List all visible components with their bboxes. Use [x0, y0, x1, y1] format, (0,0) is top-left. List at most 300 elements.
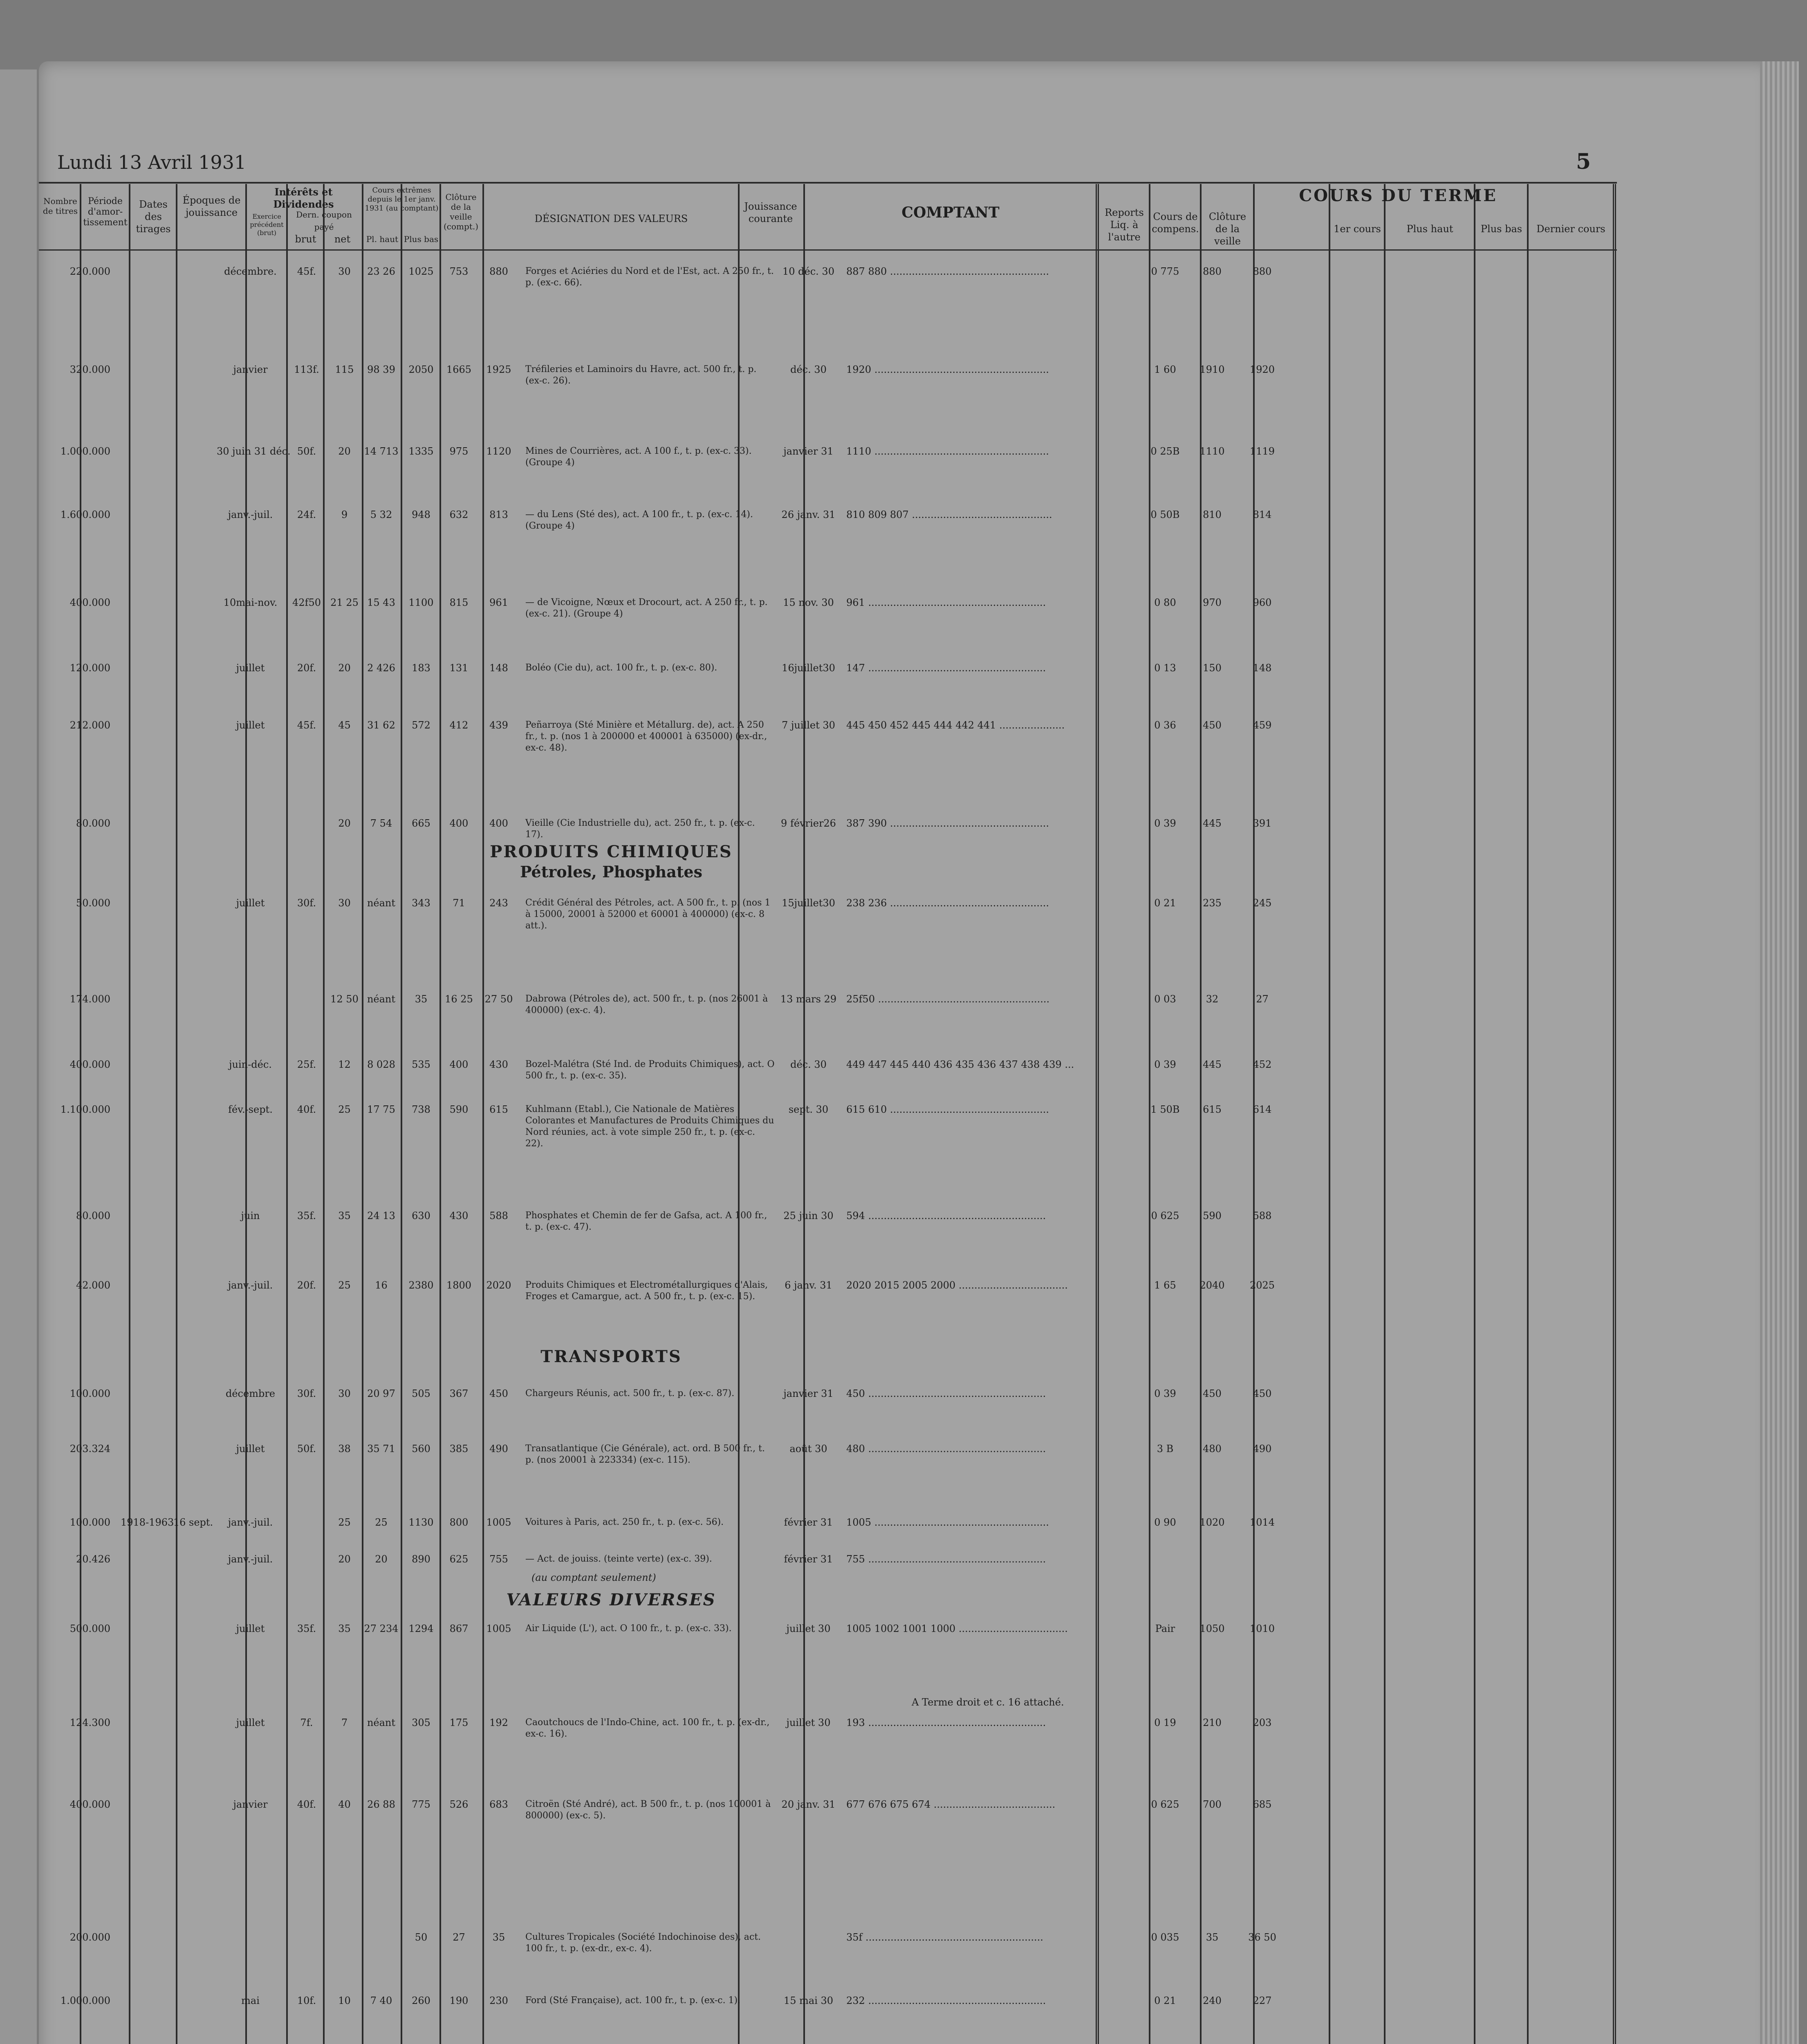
- row-cloture-veille: 203: [1253, 1717, 1272, 1728]
- row-cloture-veille: 459: [1253, 719, 1272, 731]
- col-head-dernier: Dernier cours: [1536, 223, 1605, 235]
- row-reports: 0 21: [1154, 897, 1176, 909]
- table-row: [39, 1799, 1772, 1821]
- row-brut-exercice: 7f.: [300, 1717, 313, 1728]
- table-row: [39, 1932, 1772, 1954]
- row-nombre: 400.000: [70, 597, 110, 608]
- row-cours-compens: 32: [1206, 993, 1219, 1005]
- row-coupon-brut: 12 50: [330, 993, 359, 1005]
- newspaper-page: [39, 61, 1772, 2044]
- row-nombre: 400.000: [70, 1799, 110, 1810]
- row-coupon-brut: 12: [338, 1059, 351, 1070]
- row-cours-compens: 445: [1203, 1059, 1222, 1070]
- row-designation: Dabrowa (Pétroles de), act. 500 fr., t. p. (nos 26001 à 400000) (ex-c. 4).: [525, 994, 768, 1015]
- row-cloture: 243: [489, 897, 508, 909]
- row-jouissance: juillet: [236, 1623, 265, 1634]
- row-reports: 1 65: [1154, 1280, 1176, 1291]
- row-cours-compens: 240: [1203, 1995, 1222, 2006]
- row-plus-haut: 183: [412, 662, 430, 674]
- row-reports: 0 625: [1151, 1210, 1179, 1221]
- note-terme-droit: A Terme droit et c. 16 attaché.: [912, 1697, 1064, 1708]
- row-brut-exercice: 30f.: [297, 897, 316, 909]
- row-comptant: 887 880 ...................................................: [846, 266, 1049, 277]
- row-comptant: 961 .........................................................: [846, 597, 1046, 608]
- row-coupon-net: 15 43: [367, 597, 395, 608]
- row-comptant: 1920 ........................................................: [846, 364, 1049, 375]
- row-comptant: 677 676 675 674 .......................................: [846, 1799, 1056, 1810]
- row-designation: Phosphates et Chemin de fer de Gafsa, act. A 100 fr., t. p. (ex-c. 47).: [525, 1210, 767, 1232]
- header-rule: [39, 249, 1617, 251]
- row-nombre: 1.600.000: [60, 509, 110, 520]
- row-cours-compens: 450: [1203, 1388, 1222, 1399]
- row-cours-compens: 150: [1203, 662, 1222, 674]
- row-cours-compens: 1910: [1199, 364, 1225, 375]
- row-coupon-net: 20: [375, 1553, 388, 1565]
- row-brut-exercice: 35f.: [297, 1210, 316, 1221]
- row-jouissance: janv.-juil.: [228, 1553, 273, 1565]
- row-jouissance: janv.-juil.: [228, 1517, 273, 1528]
- table-row: [39, 1280, 1772, 1302]
- row-coupon-net: 16: [375, 1280, 388, 1291]
- row-coupon-net: 24 13: [367, 1210, 395, 1221]
- col-head-pl-haut: Pl. haut: [366, 234, 399, 244]
- row-designation: — du Lens (Sté des), act. A 100 fr., t. p. (ex-c. 14). (Groupe 4): [525, 509, 753, 531]
- col-head-epoques: Époques de jouissance: [182, 195, 241, 218]
- row-jouissance-courante: 10 déc. 30: [782, 266, 834, 277]
- row-coupon-net: 7 40: [370, 1995, 392, 2006]
- row-plus-bas: 131: [449, 662, 469, 674]
- row-comptant: 450 .........................................................: [846, 1388, 1046, 1399]
- row-reports: 0 39: [1154, 1388, 1176, 1399]
- row-coupon-brut: 115: [335, 364, 354, 375]
- row-jouissance: juillet: [236, 662, 265, 674]
- row-coupon-net: 8 028: [367, 1059, 395, 1070]
- row-plus-bas: 430: [449, 1210, 469, 1221]
- row-nombre: 1.000.000: [60, 446, 110, 457]
- row-cloture: 400: [489, 818, 508, 829]
- row-cours-compens: 590: [1203, 1210, 1222, 1221]
- row-cloture-veille: 490: [1253, 1443, 1272, 1455]
- note-joules: (au comptant seulement): [531, 1572, 656, 1583]
- row-jouissance-courante: 20 janv. 31: [781, 1799, 836, 1810]
- row-comptant: 232 .........................................................: [846, 1995, 1046, 2006]
- table-row: [39, 1388, 1772, 1404]
- row-jouissance: mai: [241, 1995, 260, 2006]
- row-nombre: 42.000: [76, 1280, 110, 1291]
- table-row: [39, 364, 1772, 386]
- row-plus-haut: 948: [412, 509, 430, 520]
- row-jouissance: décembre.: [224, 266, 277, 277]
- row-plus-bas: 625: [449, 1553, 469, 1565]
- row-reports: 0 39: [1154, 1059, 1176, 1070]
- row-cloture: 880: [489, 266, 508, 277]
- section-produits: PRODUITS CHIMIQUES: [490, 842, 733, 861]
- row-cloture: 192: [489, 1717, 508, 1728]
- row-cloture-veille: 27: [1256, 993, 1269, 1005]
- row-cloture: 1120: [486, 446, 511, 457]
- row-nombre: 1.000.000: [60, 1995, 110, 2006]
- row-designation: Mines de Courrières, act. A 100 f., t. p. (ex-c. 33). (Groupe 4): [525, 446, 752, 468]
- row-designation: — Act. de jouiss. (teinte verte) (ex-c. 39).: [525, 1554, 712, 1564]
- col-head-designation: DÉSIGNATION DES VALEURS: [534, 213, 688, 224]
- row-cloture: 2020: [486, 1280, 511, 1291]
- row-cloture: 615: [489, 1104, 508, 1115]
- row-reports: 0 25B: [1150, 446, 1180, 457]
- row-brut-exercice: 45f.: [297, 719, 316, 731]
- col-head-periode: Période d'amor-tissement: [83, 196, 128, 228]
- row-nombre: 100.000: [70, 1517, 110, 1528]
- row-comptant: 25f50 .......................................................: [846, 993, 1050, 1005]
- col-head-nombre: Nombre de titres: [43, 196, 78, 216]
- row-coupon-brut: 20: [338, 1553, 351, 1565]
- col-head-plus-bas: Plus bas: [404, 234, 439, 244]
- col-head-plus-bas-terme: Plus bas: [1480, 223, 1522, 235]
- row-cours-compens: 445: [1203, 818, 1222, 829]
- row-plus-haut: 1130: [408, 1517, 434, 1528]
- row-cloture-veille: 880: [1253, 266, 1272, 277]
- row-nombre: 100.000: [70, 1388, 110, 1399]
- row-jouissance-courante: février 31: [784, 1553, 833, 1565]
- row-designation: Air Liquide (L'), act. O 100 fr., t. p. (ex-c. 33).: [525, 1623, 732, 1634]
- row-cloture: 588: [489, 1210, 508, 1221]
- row-cours-compens: 1050: [1199, 1623, 1225, 1634]
- row-brut-exercice: 40f.: [297, 1104, 316, 1115]
- row-plus-bas: 367: [449, 1388, 469, 1399]
- row-cours-compens: 210: [1203, 1717, 1222, 1728]
- row-cloture: 27 50: [484, 993, 513, 1005]
- row-cloture: 148: [489, 662, 508, 674]
- row-reports: 0 80: [1154, 597, 1176, 608]
- row-coupon-net: 17 75: [367, 1104, 395, 1115]
- row-jouissance-courante: février 31: [784, 1517, 833, 1528]
- row-designation: Bozel-Malétra (Sté Ind. de Produits Chimiques), act. O 500 fr., t. p. (ex-c. 35).: [525, 1059, 775, 1081]
- row-jouissance-courante: 26 janv. 31: [781, 509, 836, 520]
- table-row: [39, 597, 1772, 619]
- row-cloture: 755: [489, 1553, 508, 1565]
- row-coupon-brut: 20: [338, 446, 351, 457]
- row-nombre: 220.000: [70, 266, 110, 277]
- row-reports: 0 19: [1154, 1717, 1176, 1728]
- col-head-cours-extremes: Cours extrêmes depuis le 1er janv. 1931 (au comptant): [365, 186, 439, 213]
- row-comptant: 35f .........................................................: [846, 1932, 1043, 1943]
- table-row: [39, 1995, 1772, 2011]
- col-head-net: net: [334, 233, 351, 245]
- col-head-cloture-veille: Clôture de la veille: [1208, 211, 1247, 247]
- row-jouissance-courante: août 30: [789, 1443, 827, 1455]
- section-produits-sub: Pétroles, Phosphates: [520, 863, 702, 881]
- row-plus-bas: 867: [449, 1623, 469, 1634]
- table-row: [39, 1443, 1772, 1465]
- row-jouissance-courante: déc. 30: [790, 364, 827, 375]
- row-comptant: 193 .........................................................: [846, 1717, 1046, 1728]
- row-plus-haut: 305: [412, 1717, 430, 1728]
- row-nombre: 120.000: [70, 662, 110, 674]
- row-cours-compens: 810: [1203, 509, 1222, 520]
- row-brut-exercice: 25f.: [297, 1059, 316, 1070]
- table-row: [39, 818, 1772, 840]
- row-reports: 0 035: [1151, 1932, 1179, 1943]
- row-coupon-net: 5 32: [370, 509, 392, 520]
- row-plus-bas: 975: [449, 446, 469, 457]
- col-head-dates: Dates des tirages: [136, 199, 171, 235]
- row-plus-bas: 175: [449, 1717, 469, 1728]
- row-plus-bas: 412: [449, 719, 469, 731]
- col-head-jouissance: Jouissance courante: [744, 201, 797, 224]
- row-comptant: 2020 2015 2005 2000 ...................................: [846, 1280, 1068, 1291]
- row-jouissance: fév.-sept.: [228, 1104, 273, 1115]
- row-cloture-veille: 1920: [1249, 364, 1275, 375]
- row-cloture: 230: [489, 1995, 508, 2006]
- row-coupon-brut: 20: [338, 818, 351, 829]
- row-reports: 0 775: [1151, 266, 1179, 277]
- row-coupon-brut: 35: [338, 1623, 351, 1634]
- row-jouissance: juillet: [236, 1443, 265, 1455]
- row-cloture-veille: 1010: [1249, 1623, 1275, 1634]
- row-brut-exercice: 40f.: [297, 1799, 316, 1810]
- row-cloture-veille: 614: [1253, 1104, 1272, 1115]
- row-brut-exercice: 35f.: [297, 1623, 316, 1634]
- row-plus-bas: 632: [449, 509, 469, 520]
- col-head-premier: 1er cours: [1334, 223, 1381, 235]
- row-reports: Pair: [1155, 1623, 1175, 1634]
- row-comptant: 387 390 ...................................................: [846, 818, 1049, 829]
- row-jouissance-courante: 15 mai 30: [783, 1995, 834, 2006]
- row-periode: 1918-1963: [121, 1517, 174, 1528]
- row-comptant: 480 .........................................................: [846, 1443, 1046, 1455]
- row-brut-exercice: 10f.: [297, 1995, 316, 2006]
- row-plus-bas: 590: [449, 1104, 469, 1115]
- row-designation: Boléo (Cie du), act. 100 fr., t. p. (ex-c. 80).: [525, 663, 717, 673]
- row-plus-haut: 2050: [408, 364, 434, 375]
- row-comptant: 449 447 445 440 436 435 436 437 438 439 ...: [846, 1059, 1074, 1070]
- row-plus-haut: 1100: [408, 597, 434, 608]
- row-plus-bas: 385: [449, 1443, 469, 1455]
- row-reports: 1 60: [1154, 364, 1176, 375]
- row-coupon-net: néant: [367, 1717, 396, 1728]
- col-head-interets: Intérêts et Dividendes: [273, 186, 334, 210]
- row-plus-haut: 343: [412, 897, 430, 909]
- row-nombre: 500.000: [70, 1623, 110, 1634]
- row-cours-compens: 880: [1203, 266, 1222, 277]
- row-jouissance-courante: 16juillet30: [782, 662, 835, 674]
- row-jouissance-courante: juillet 30: [786, 1623, 831, 1634]
- row-nombre: 124.300: [70, 1717, 110, 1728]
- row-cours-compens: 615: [1203, 1104, 1222, 1115]
- row-jouissance-courante: janvier 31: [783, 446, 834, 457]
- row-jouissance: 30 juin 31 déc.: [217, 446, 291, 457]
- row-cloture-veille: 450: [1253, 1388, 1272, 1399]
- row-jouissance: janv.-juil.: [228, 509, 273, 520]
- row-plus-bas: 1665: [446, 364, 472, 375]
- row-cloture-veille: 1119: [1249, 446, 1275, 457]
- row-nombre: 400.000: [70, 1059, 110, 1070]
- row-coupon-net: 31 62: [367, 719, 395, 731]
- row-nombre: 1.100.000: [60, 1104, 110, 1115]
- row-jouissance-courante: 6 janv. 31: [785, 1280, 832, 1291]
- row-jouissance-courante: 15 nov. 30: [783, 597, 834, 608]
- row-coupon-brut: 25: [338, 1517, 351, 1528]
- row-plus-haut: 505: [412, 1388, 430, 1399]
- row-plus-bas: 1800: [446, 1280, 472, 1291]
- row-cours-compens: 1020: [1199, 1517, 1225, 1528]
- row-plus-haut: 738: [412, 1104, 430, 1115]
- row-coupon-brut: 45: [338, 719, 351, 731]
- row-comptant: 810 809 807 .............................................: [846, 509, 1052, 520]
- row-coupon-brut: 35: [338, 1210, 351, 1221]
- row-jouissance: janvier: [233, 1799, 268, 1810]
- row-plus-haut: 50: [415, 1932, 428, 1943]
- row-cours-compens: 35: [1206, 1932, 1219, 1943]
- row-cloture-veille: 960: [1253, 597, 1272, 608]
- row-plus-haut: 572: [412, 719, 430, 731]
- row-coupon-brut: 25: [338, 1104, 351, 1115]
- row-jouissance-courante: 15juillet30: [782, 897, 835, 909]
- table-row: [39, 719, 1772, 753]
- row-nombre: 200.000: [70, 1932, 110, 1943]
- row-cours-compens: 235: [1203, 897, 1222, 909]
- row-brut-exercice: 45f.: [297, 266, 316, 277]
- row-comptant: 594 .........................................................: [846, 1210, 1046, 1221]
- row-reports: 0 03: [1154, 993, 1176, 1005]
- row-plus-bas: 815: [449, 597, 469, 608]
- row-coupon-net: 7 54: [370, 818, 392, 829]
- row-coupon-brut: 30: [338, 1388, 351, 1399]
- row-jouissance-courante: janvier 31: [783, 1388, 834, 1399]
- row-cours-compens: 700: [1203, 1799, 1222, 1810]
- row-designation: Peñarroya (Sté Minière et Métallurg. de), act. A 250 fr., t. p. (nos 1 à 200000 et 400001 à 635000) (ex-dr., ex-c. 48).: [525, 720, 767, 753]
- page-date: Lundi 13 Avril 1931: [57, 151, 247, 173]
- row-nombre: 80.000: [76, 1210, 110, 1221]
- page-stack-edge: [1760, 61, 1799, 2044]
- row-comptant: 1005 ........................................................: [846, 1517, 1049, 1528]
- table-row: [39, 446, 1772, 468]
- row-designation: Forges et Aciéries du Nord et de l'Est, act. A 250 fr., t. p. (ex-c. 66).: [525, 266, 774, 288]
- row-nombre: 50.000: [76, 897, 110, 909]
- row-nombre: 80.000: [76, 818, 110, 829]
- row-jouissance: décembre: [225, 1388, 275, 1399]
- section-diverses: VALEURS DIVERSES: [506, 1590, 716, 1609]
- row-coupon-net: 98 39: [367, 364, 395, 375]
- row-jouissance-courante: 9 février26: [781, 818, 836, 829]
- row-reports: 0 36: [1154, 719, 1176, 731]
- row-brut-exercice: 30f.: [297, 1388, 316, 1399]
- row-reports: 0 625: [1151, 1799, 1179, 1810]
- row-cloture: 35: [492, 1932, 505, 1943]
- row-cloture-veille: 814: [1253, 509, 1272, 520]
- row-brut-exercice: 20f.: [297, 662, 316, 674]
- row-coupon-brut: 38: [338, 1443, 351, 1455]
- row-comptant: 238 236 ...................................................: [846, 897, 1049, 909]
- row-cloture-veille: 391: [1253, 818, 1272, 829]
- row-plus-haut: 630: [412, 1210, 430, 1221]
- row-comptant: 1110 ........................................................: [846, 446, 1049, 457]
- row-designation: Kuhlmann (Etabl.), Cie Nationale de Matières Colorantes et Manufactures de Produits Chimiques du Nord réunies, act. à vote simple 250 fr., t. p. (ex-c. 22).: [525, 1104, 774, 1149]
- row-coupon-net: 23 26: [367, 266, 395, 277]
- row-coupon-net: 35 71: [367, 1443, 395, 1455]
- row-jouissance: juin-déc.: [229, 1059, 272, 1070]
- row-coupon-net: 20 97: [367, 1388, 395, 1399]
- col-head-brut: brut: [295, 233, 316, 245]
- row-coupon-net: néant: [367, 993, 396, 1005]
- left-page-edge: [0, 69, 37, 2044]
- row-designation: Produits Chimiques et Electrométallurgiques d'Alais, Froges et Camargue, act. A 500 fr., t. p. (ex-c. 15).: [525, 1280, 768, 1302]
- row-comptant: 615 610 ...................................................: [846, 1104, 1049, 1115]
- col-head-exercice: Exercice précédent (brut): [250, 213, 284, 237]
- row-designation: — de Vicoigne, Nœux et Drocourt, act. A 250 fr., t. p. (ex-c. 21). (Groupe 4): [525, 597, 768, 619]
- row-plus-haut: 1294: [408, 1623, 434, 1634]
- row-plus-haut: 1335: [408, 446, 434, 457]
- row-cloture: 490: [489, 1443, 508, 1455]
- row-coupon-net: 14 713: [364, 446, 399, 457]
- table-row: [39, 1104, 1772, 1149]
- table-row: [39, 1059, 1772, 1081]
- row-comptant: 1005 1002 1001 1000 ...................................: [846, 1623, 1068, 1634]
- row-coupon-brut: 7: [341, 1717, 348, 1728]
- row-plus-bas: 526: [449, 1799, 469, 1810]
- row-plus-bas: 400: [449, 818, 469, 829]
- row-cloture-veille: 148: [1253, 662, 1272, 674]
- row-designation: Caoutchoucs de l'Indo-Chine, act. 100 fr., t. p. (ex-dr., ex-c. 16).: [525, 1717, 770, 1739]
- col-head-reports: Reports Liq. à l'autre: [1105, 207, 1144, 243]
- row-cours-compens: 1110: [1199, 446, 1225, 457]
- row-plus-bas: 753: [449, 266, 469, 277]
- col-head-comptant: COMPTANT: [901, 204, 1000, 221]
- row-nombre: 20.426: [76, 1553, 110, 1565]
- row-cloture: 1005: [486, 1623, 511, 1634]
- row-designation: Tréfileries et Laminoirs du Havre, act. 500 fr., t. p. (ex-c. 26).: [525, 364, 757, 386]
- table-row: [39, 662, 1772, 679]
- row-plus-haut: 1025: [408, 266, 434, 277]
- row-designation: Ford (Sté Française), act. 100 fr., t. p. (ex-c. 1).: [525, 1995, 741, 2006]
- row-reports: 0 13: [1154, 662, 1176, 674]
- row-coupon-brut: 20: [338, 662, 351, 674]
- row-jouissance: janvier: [233, 364, 268, 375]
- row-cloture: 1925: [486, 364, 511, 375]
- row-plus-haut: 2380: [408, 1280, 434, 1291]
- row-brut-exercice: 24f.: [297, 509, 316, 520]
- row-nombre: 212.000: [70, 719, 110, 731]
- col-head-cloture: Clôture de la veille (compt.): [443, 192, 478, 231]
- table-row: [39, 897, 1772, 931]
- row-jouissance-courante: juillet 30: [786, 1717, 831, 1728]
- col-head-cours-terme: COURS DU TERME: [1299, 186, 1498, 205]
- table-row: [39, 1517, 1772, 1533]
- row-plus-bas: 190: [449, 1995, 469, 2006]
- row-cloture: 813: [489, 509, 508, 520]
- row-cloture-veille: 2025: [1249, 1280, 1275, 1291]
- table-row: [39, 1210, 1772, 1232]
- row-reports: 0 21: [1154, 1995, 1176, 2006]
- row-designation: Chargeurs Réunis, act. 500 fr., t. p. (ex-c. 87).: [525, 1388, 735, 1399]
- row-coupon-brut: 30: [338, 897, 351, 909]
- row-plus-haut: 665: [412, 818, 430, 829]
- table-row: [39, 1717, 1772, 1739]
- row-jouissance: 10mai-nov.: [223, 597, 278, 608]
- row-reports: 0 90: [1154, 1517, 1176, 1528]
- row-comptant: 147 .........................................................: [846, 662, 1046, 674]
- row-plus-haut: 890: [412, 1553, 430, 1565]
- table-row: [39, 266, 1772, 288]
- top-rule: [39, 182, 1617, 184]
- table-row: [39, 993, 1772, 1015]
- row-reports: 3 B: [1157, 1443, 1174, 1455]
- row-designation: Vieille (Cie Industrielle du), act. 250 fr., t. p. (ex-c. 17).: [525, 818, 755, 840]
- row-cloture-veille: 245: [1253, 897, 1272, 909]
- row-nombre: 203.324: [70, 1443, 110, 1455]
- row-brut-exercice: 50f.: [297, 446, 316, 457]
- row-cloture: 683: [489, 1799, 508, 1810]
- table-row: [39, 1553, 1772, 1570]
